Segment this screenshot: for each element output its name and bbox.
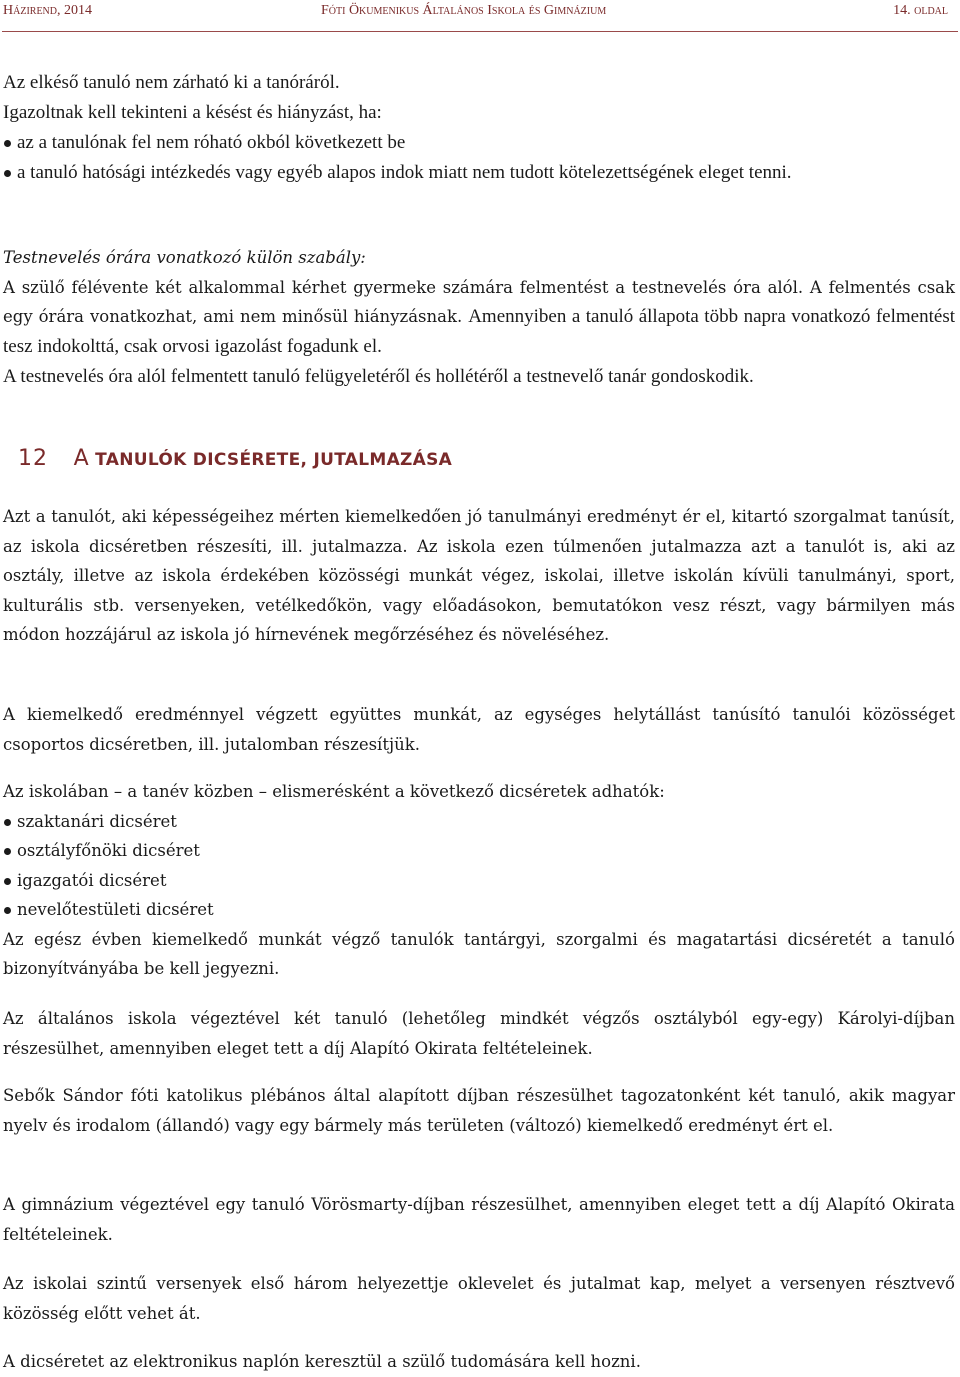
section-heading [18,446,452,486]
header-divider [2,31,958,32]
intro-block [3,68,955,188]
intro-line-2: Igazoltnak kell tekinteni a késést és hiányzást, ha: [3,102,382,123]
list-item: szaktanári dicséret [3,807,955,837]
vorosmarty-prize-paragraph: A gimnázium végeztével egy tanuló Vörösmarty-díjban részesülhet, amennyiben eleget tett a díj Alapító Okirata feltételeinek. [3,1195,955,1244]
header-page-number: 14. oldal [893,3,948,18]
e-diary-paragraph: A dicséretet az elektronikus naplón keresztül a szülő tudomására kell hozni. [3,1352,641,1371]
praise-paragraph-1: Azt a tanulót, aki képességeihez mérten kiemelkedően jó tanulmányi eredményt ér el, kitartó szorgalmat tanúsít, az iskola dicséretben részesíti, ill. jutalmazza. Az iskola ezen túlmenően jutalmazza azt a tanulót is, aki az osztály, illetve az iskola érdekében közösségi munkát végez, iskolai, illetve iskolán kívüli tanulmányi, sport, kulturális stb. versenyeken, vetélkedőkön, vagy előadásokon, bemutatókon vesz részt, vagy bármilyen más módon hozzájárul az iskola jó hírnevének megőrzéséhez és növeléséhez. [3,507,955,644]
list-item: az a tanulónak fel nem róható okból következett be [3,128,955,158]
pe-rules-paragraph [3,273,955,363]
awards-intro: Az iskolában – a tanév közben – elismerésként a következő dicséretek adhatók: [3,782,665,801]
pe-rules-supervision: A testnevelés óra alól felmentett tanuló felügyeletéről és hollétéről a testnevelő tanár gondoskodik. [3,366,754,387]
awards-list [3,807,955,925]
section-number: 12 [18,446,48,471]
sebok-prize-paragraph: Sebők Sándor fóti katolikus plébános által alapított díjban részesülhet tagozatonként két tanuló, akik magyar nyelv és irodalom (állandó) vagy egy bármely más területen (változó) kiemelkedő eredményt ért el. [3,1086,955,1135]
pe-rules-title: Testnevelés órára vonatkozó külön szabály: [3,248,366,267]
section-title [73,446,453,471]
awards-block [3,777,955,984]
intro-line-1: Az elkéső tanuló nem zárható ki a tanóráról. [3,72,340,93]
list-item: nevelőtestületi dicséret [3,895,955,925]
page-header [3,3,948,25]
karolyi-prize-paragraph: Az általános iskola végeztével két tanuló (lehetőleg mindkét végzős osztályból egy-egy) Károlyi-díjban részesülhet, amennyiben eleget tett a díj Alapító Okirata feltételeinek. [3,1009,955,1058]
pe-rules-text-2: Amennyiben a tanuló állapota több napra vonatkozó felmentést tesz indokolttá, csak orvosi igazolást fogadunk el. [3,306,955,357]
competition-paragraph: Az iskolai szintű versenyek első három helyezettje oklevelet és jutalmat kap, melyet a versenyen résztvevő közösség előtt vehet át. [3,1274,955,1323]
section-title-rest: TANULÓK DICSÉRETE, JUTALMAZÁSA [95,450,453,470]
list-item: igazgatói dicséret [3,866,955,896]
list-item: osztályfőnöki dicséret [3,836,955,866]
header-school-name: Fóti Ökumenikus Általános Iskola és Gimnázium [321,3,607,18]
certificate-note: Az egész évben kiemelkedő munkát végző tanulók tantárgyi, szorgalmi és magatartási dicséretét a tanuló bizonyítványába be kell jegyezni. [3,929,955,978]
header-doc-title: Házirend, 2014 [3,3,92,18]
pe-rules-text-1: A szülő félévente két alkalommal kérhet gyermeke számára felmentést a testnevelés óra alól. A felmentés csak egy órára vonatkozhat, ami nem minősül hiányzásnak. [3,277,955,326]
pe-rules-block [3,243,955,392]
list-item: a tanuló hatósági intézkedés vagy egyéb alapos indok miatt nem tudott kötelezettségének eleget tenni. [3,158,955,188]
praise-paragraph-2: A kiemelkedő eredménnyel végzett együttes munkát, az egységes helytállást tanúsító tanulói közösséget csoportos dicséretben, ill. jutalomban részesítjük. [3,705,955,754]
section-title-initial: A [73,446,89,471]
excuse-list [3,128,955,188]
